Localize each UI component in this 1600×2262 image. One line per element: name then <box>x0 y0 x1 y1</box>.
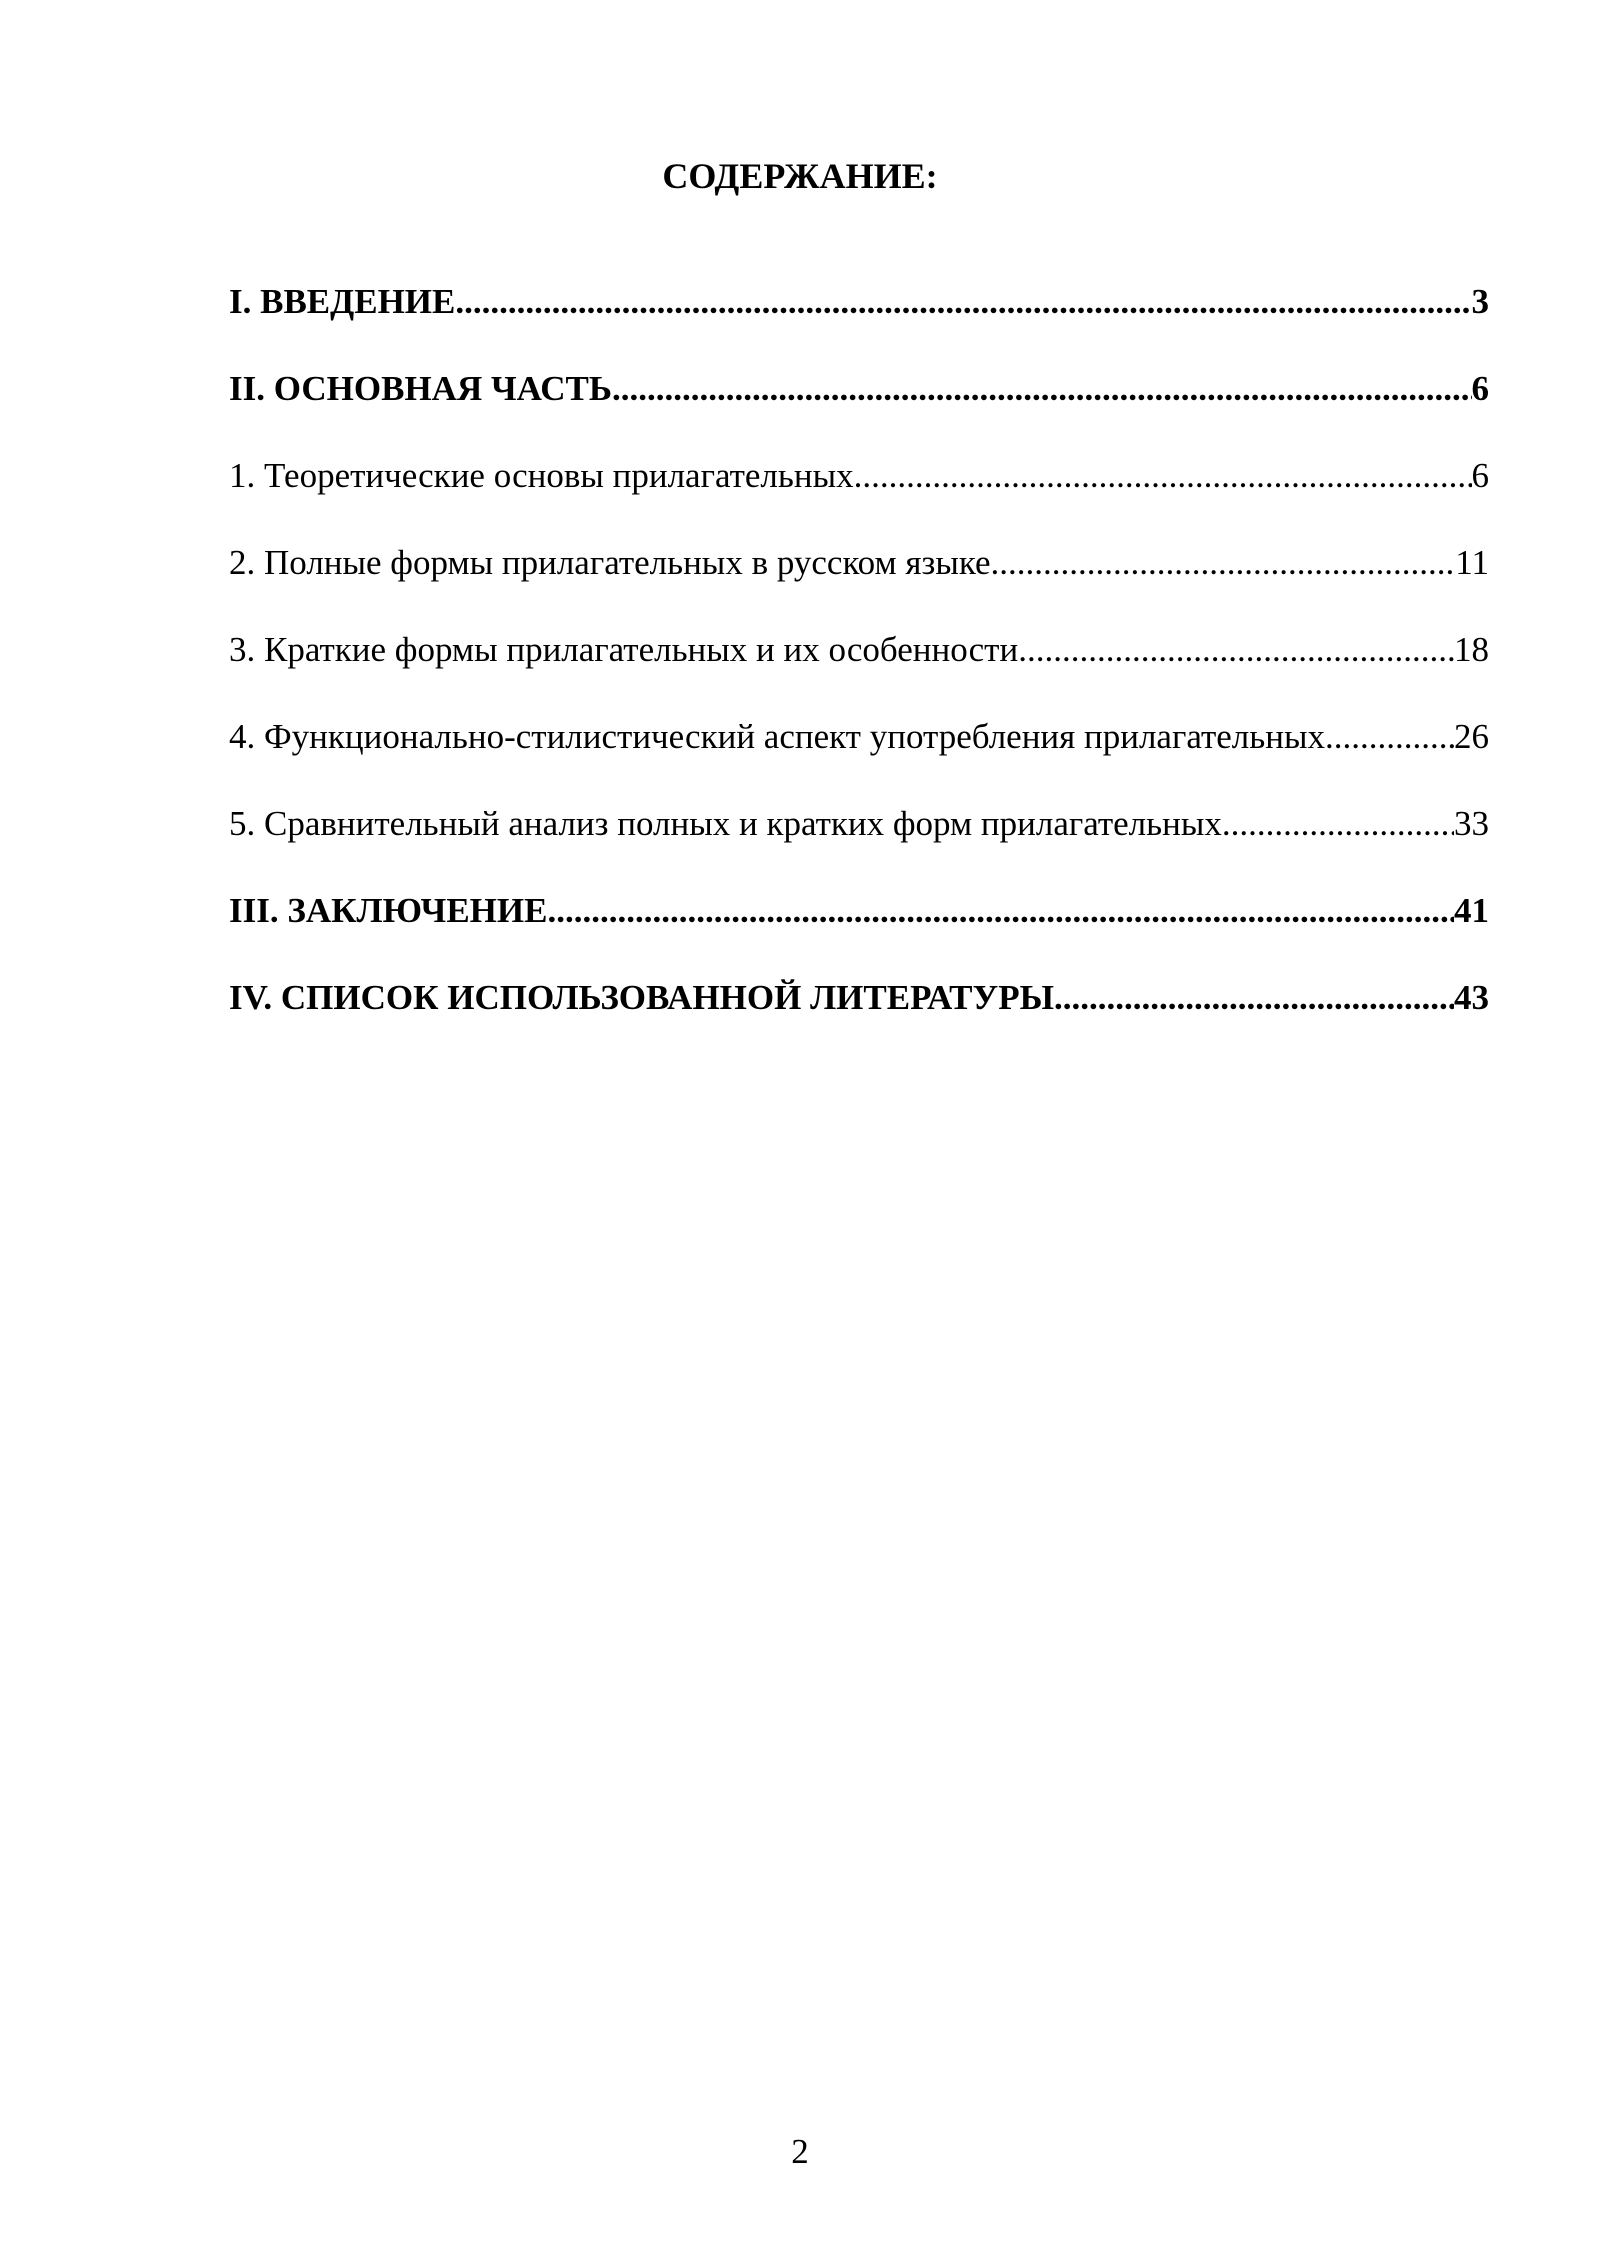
toc-entry-label: 1. Теоретические основы прилагательных <box>229 456 854 495</box>
toc-entry-conclusion[interactable] <box>229 887 1489 974</box>
dot-leader <box>547 887 1454 935</box>
toc-entry-label: III. ЗАКЛЮЧЕНИЕ <box>229 891 548 930</box>
toc-entry-page: 6 <box>1471 369 1489 408</box>
toc-entry-label: 5. Сравнительный анализ полных и кратких форм прилагательных <box>229 804 1222 843</box>
dot-leader <box>1222 800 1454 848</box>
page-number: 2 <box>791 2132 809 2171</box>
table-of-contents <box>229 278 1489 1061</box>
toc-entry-page: 43 <box>1454 978 1489 1017</box>
toc-entry-page: 6 <box>1471 456 1489 495</box>
dot-leader <box>991 539 1456 587</box>
dot-leader <box>1018 626 1454 674</box>
toc-entry-label: 2. Полные формы прилагательных в русском языке <box>229 543 991 582</box>
toc-entry-page: 41 <box>1454 891 1489 930</box>
toc-entry-section-2[interactable] <box>229 539 1489 626</box>
toc-entry-page: 33 <box>1454 804 1489 843</box>
toc-entry-page: 18 <box>1454 630 1489 669</box>
toc-entry-label: II. ОСНОВНАЯ ЧАСТЬ <box>229 369 612 408</box>
toc-entry-section-1[interactable] <box>229 452 1489 539</box>
toc-entry-section-5[interactable] <box>229 800 1489 887</box>
toc-entry-label: 3. Краткие формы прилагательных и их особенности <box>229 630 1019 669</box>
toc-entry-main-part[interactable] <box>229 365 1489 452</box>
toc-entry-section-3[interactable] <box>229 626 1489 713</box>
toc-entry-label: 4. Функционально-стилистический аспект употребления прилагательных <box>229 717 1325 756</box>
toc-entry-introduction[interactable] <box>229 278 1489 365</box>
toc-entry-section-4[interactable] <box>229 713 1489 800</box>
toc-entry-page: 11 <box>1455 543 1489 582</box>
page-title: СОДЕРЖАНИЕ: <box>662 156 938 196</box>
toc-entry-label: IV. СПИСОК ИСПОЛЬЗОВАННОЙ ЛИТЕРАТУРЫ <box>229 978 1054 1017</box>
toc-entry-page: 26 <box>1454 717 1489 756</box>
dot-leader <box>1054 974 1454 1022</box>
dot-leader <box>1325 713 1454 761</box>
toc-entry-bibliography[interactable] <box>229 974 1489 1061</box>
dot-leader <box>854 452 1472 500</box>
toc-entry-label: I. ВВЕДЕНИЕ <box>229 282 456 321</box>
toc-entry-page: 3 <box>1471 282 1489 321</box>
dot-leader <box>612 365 1472 413</box>
dot-leader <box>455 278 1471 326</box>
